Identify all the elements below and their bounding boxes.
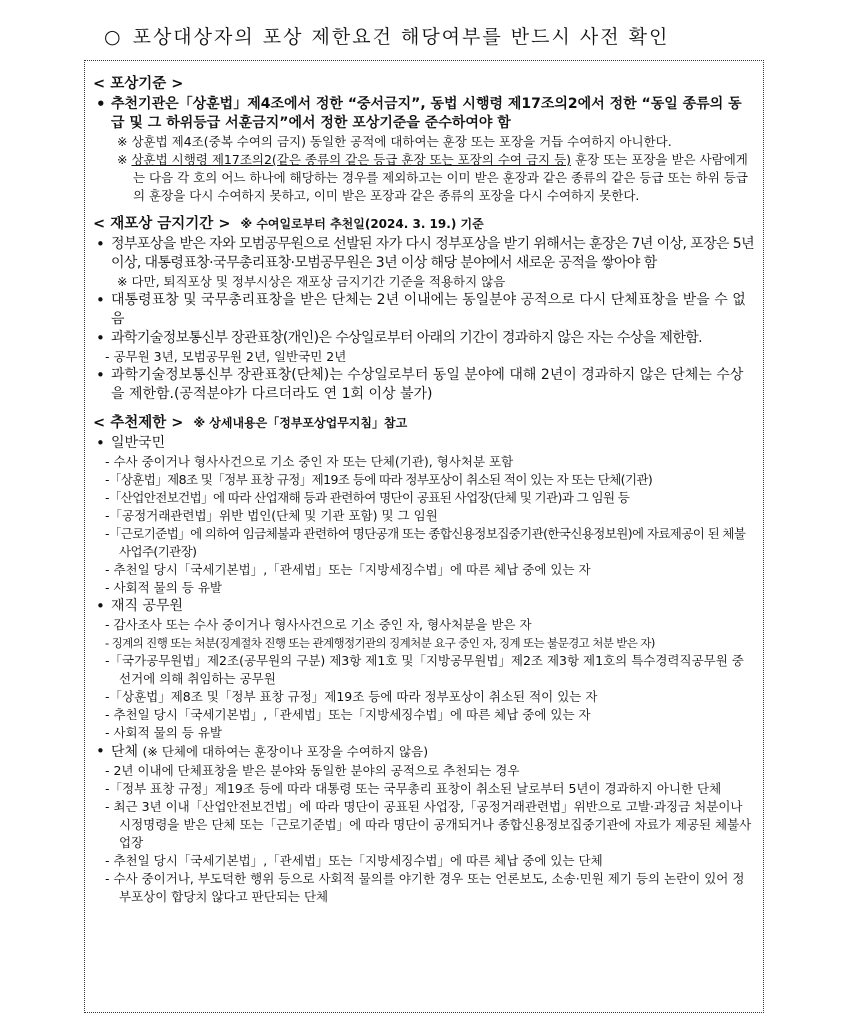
section-title-text: < 추천제한 > [93,415,184,431]
reference-note: ※ 상훈법 제4조(중복 수여의 금지) 동일한 공적에 대하여는 훈장 또는 포장을 거듭 수여하지 아니한다. [117,134,672,149]
group-label-organizations [93,742,755,762]
list-item: -「국가공무원법」제2조(공무원의 구분) 제3항 제1호 및「지방공무원법」제2조 제3항 제1호의 특수경력직공무원 중 선거에 의해 취임하는 공무원 [105,653,744,686]
section-note: ※ 수여일로부터 추천일(2024. 3. 19.) 기준 [240,217,484,231]
list-item: - 수사 중이거나, 부도덕한 행위 등으로 사회적 물의를 야기한 경우 또는 언론보도, 소송·민원 제기 등의 논란이 있어 정부포상이 합당치 않다고 판단되는 단체 [105,871,745,904]
list-item: - 추천일 당시「국세기본법」,「관세법」또는「지방세징수법」에 따른 체납 중에 있는 자 [105,562,591,577]
award-criteria-bullet: • 추천기관은「상훈법」제4조에서 정한 “중서금지”, 동법 시행령 제17조의2에서 정한 “동일 종류의 동급 및 그 하위등급 서훈금지”에서 정한 포상기준을 준수하여야 함 [93,95,755,133]
list-item: - 2년 이내에 단체표창을 받은 분야와 동일한 분야의 공적으로 추천되는 경우 [105,763,520,778]
content-box [84,60,764,1013]
group-label-general-public: • 일반국민 [93,434,755,453]
list-item: - 추천일 당시「국세기본법」,「관세법」또는「지방세징수법」에 따른 체납 중에 있는 단체 [105,853,603,868]
section-title-award-criteria: < 포상기준 > [93,76,184,92]
list-item: - 최근 3년 이내「산업안전보건법」에 따라 명단이 공표된 사업장,「공정거래관련법」위반으로 고발·과징금 처분이나 시정명령을 받은 단체 또는「근로기준법」에 따라 명단이 공개되거나 종합신용정보집중기관에 자료가 제공된 체불사업장 [105,799,752,850]
dash-item: - 공무원 3년, 모범공무원 2년, 일반국민 2년 [105,349,347,364]
list-item: - 추천일 당시「국세기본법」,「관세법」또는「지방세징수법」에 따른 체납 중에 있는 자 [105,707,591,722]
list-item: - 감사조사 또는 수사 중이거나 형사사건으로 기소 중인 자, 형사처분을 받은 자 [105,617,532,632]
group-label-text: 단체 [111,744,139,760]
list-item: -「정부 표창 규정」제19조 등에 따라 대통령 또는 국무총리 표창이 취소된 날로부터 5년이 경과하지 아니한 단체 [105,781,722,796]
heading-text: 포상대상자의 포상 제한요건 해당여부를 반드시 사전 확인 [132,26,670,48]
list-item: - 징계의 진행 또는 처분(징계절차 진행 또는 관계행정기관의 징계처분 요구 중인 자, 징계 또는 불문경고 처분 받은 자) [105,636,655,650]
list-item: - 사회적 물의 등 유발 [105,580,223,595]
list-item: -「산업안전보건법」에 따라 산업재해 등과 관련하여 명단이 공표된 사업장(단체 및 기관)과 그 임원 등 [105,490,630,505]
list-item: -「근로기준법」에 의하여 임금체불과 관련하여 명단공개 또는 종합신용정보집중기관(한국신용정보원)에 자료제공이 된 체불사업주(기관장) [105,526,746,559]
underlined-statute: 상훈법 시행령 제17조의2(같은 종류의 같은 등급 훈장 또는 포장의 수여 금지 등) [131,152,572,167]
list-item: -「공정거래관련법」위반 법인(단체 및 기관 포함) 및 그 임원 [105,508,438,523]
reaward-bullet: • 과학기술정보통신부 장관표창(개인)은 수상일로부터 아래의 기간이 경과하지 않은 자는 수상을 제한함. [93,329,755,348]
reference-note: ※ 다만, 퇴직포상 및 정부시상은 재포상 금지기간 기준을 적용하지 않음 [117,274,506,289]
section-title-recommendation-limits [93,412,755,434]
section-title-reaward-period [93,213,755,235]
section-title-text: < 재포상 금지기간 > [93,216,231,232]
reaward-bullet: • 정부포상을 받은 자와 모범공무원으로 선발된 자가 다시 정부포상을 받기 위해서는 훈장은 7년 이상, 포장은 5년 이상, 대통령표창·국무총리표창·모범공무원은 3년 이상 해당 분야에서 새로운 공적을 쌓아야 함 [93,235,755,273]
list-item: -「상훈법」제8조 및「정부 표창 규정」제19조 등에 따라 정부포상이 취소된 적이 있는 자 또는 단체(기관) [105,472,653,487]
group-label-note: (※ 단체에 대하여는 훈장이나 포장을 수여하지 않음) [142,744,429,759]
list-item: -「상훈법」제8조 및「정부 표창 규정」제19조 등에 따라 정부포상이 취소된 적이 있는 자 [105,689,598,704]
page-heading [104,22,669,49]
group-label-civil-servants: • 재직 공무원 [93,597,755,616]
section-note: ※ 상세내용은「정부포상업무지침」참고 [193,416,408,430]
list-item: - 사회적 물의 등 유발 [105,725,223,740]
reaward-bullet: • 대통령표창 및 국무총리표창을 받은 단체는 2년 이내에는 동일분야 공적으로 다시 단체표창을 받을 수 없음 [93,291,755,329]
reference-note: ※ 상훈법 시행령 제17조의2(같은 종류의 같은 등급 훈장 또는 포장의 수여 금지 등) 훈장 또는 포장을 받은 사람에게는 다음 각 호의 어느 하나에 해당하는 경우를 제외하고는 이미 받은 훈장과 같은 종류의 같은 등급 또는 하위 등급의 훈장을 다시 수여하지 못하고, 이미 받은 포장과 같은 종류의 포장을 다시 수여하지 못한다. [117,152,748,203]
circle-mark-icon: ○ [104,26,123,48]
list-item: - 수사 중이거나 형사사건으로 기소 중인 자 또는 단체(기관), 형사처분 포함 [105,454,514,469]
reaward-bullet: • 과학기술정보통신부 장관표창(단체)는 수상일로부터 동일 분야에 대해 2년이 경과하지 않은 단체는 수상을 제한함.(공적분야가 다르더라도 연 1회 이상 불가) [93,366,755,404]
